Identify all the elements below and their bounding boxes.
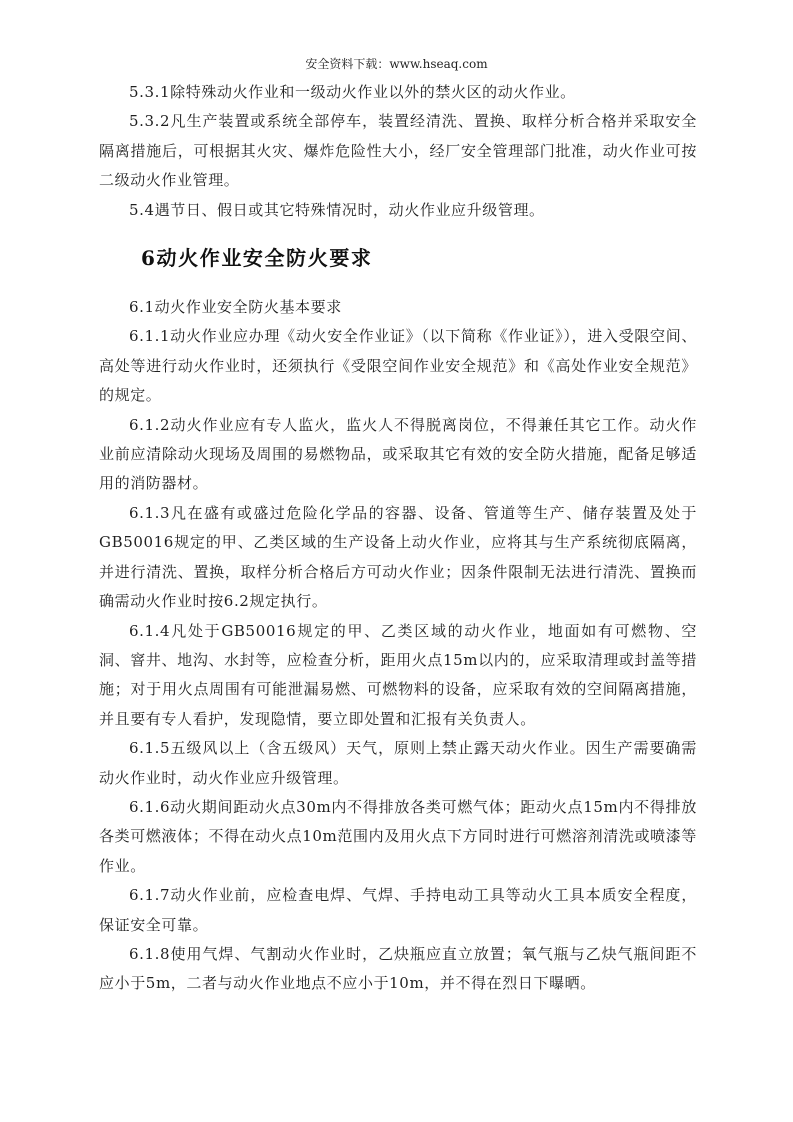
subsection-6-1-title: 6.1动火作业安全防火基本要求: [129, 298, 342, 317]
clause-6-1-7: 6.1.7动火作业前，应检查电焊、气焊、手持电动工具等动火工具本质安全程度，保证安全可靠。: [99, 886, 697, 934]
clause-5-3-2: 5.3.2凡生产装置或系统全部停车，装置经清洗、置换、取样分析合格并采取安全隔离措施后，可根据其火灾、爆炸危险性大小，经厂安全管理部门批准，动火作业可按二级动火作业管理。: [99, 112, 697, 190]
document-body: [99, 78, 697, 999]
clause-6-1-3: 6.1.3凡在盛有或盛过危险化学品的容器、设备、管道等生产、储存装置及处于GB50016规定的甲、乙类区域的生产设备上动火作业，应将其与生产系统彻底隔离，并进行清洗、置换，取样分析合格后方可动火作业；因条件限制无法进行清洗、置换而确需动火作业时按6.2规定执行。: [99, 503, 697, 611]
clause-5-3-1: 5.3.1除特殊动火作业和一级动火作业以外的禁火区的动火作业。: [129, 83, 576, 101]
clause-6-1-1: 6.1.1动火作业应办理《动火安全作业证》（以下简称《作业证》），进入受限空间、高处等进行动火作业时，还须执行《受限空间作业安全规范》和《高处作业安全规范》的规定。: [99, 327, 697, 405]
section-6-title: 6动火作业安全防火要求: [141, 246, 373, 271]
clause-6-1-4: 6.1.4凡处于GB50016规定的甲、乙类区域的动火作业，地面如有可燃物、空洞、窨井、地沟、水封等，应检查分析，距用火点15m以内的，应采取清理或封盖等措施；对于用火点周围有可能泄漏易燃、可燃物料的设备，应采取有效的空间隔离措施，并且要有专人看护，发现隐情，要立即处置和汇报有关负责人。: [99, 621, 697, 728]
clause-6-1-5: 6.1.5五级风以上（含五级风）天气，原则上禁止露天动火作业。因生产需要确需动火作业时，动火作业应升级管理。: [99, 739, 697, 787]
clause-6-1-2: 6.1.2动火作业应有专人监火，监火人不得脱离岗位，不得兼任其它工作。动火作业前应清除动火现场及周围的易燃物品，或采取其它有效的安全防火措施，配备足够适用的消防器材。: [99, 415, 697, 493]
clause-6-1-6: 6.1.6动火期间距动火点30m内不得排放各类可燃气体；距动火点15m内不得排放各类可燃液体；不得在动火点10m范围内及用火点下方同时进行可燃溶剂清洗或喷漆等作业。: [99, 797, 697, 875]
clause-6-1-8: 6.1.8使用气焊、气割动火作业时，乙炔瓶应直立放置；氧气瓶与乙炔气瓶间距不应小于5m，二者与动火作业地点不应小于10m，并不得在烈日下曝晒。: [99, 944, 697, 993]
clause-5-4: 5.4遇节日、假日或其它特殊情况时，动火作业应升级管理。: [129, 200, 545, 219]
page-header: 安全资料下载：www.hseaq.com: [305, 57, 488, 71]
